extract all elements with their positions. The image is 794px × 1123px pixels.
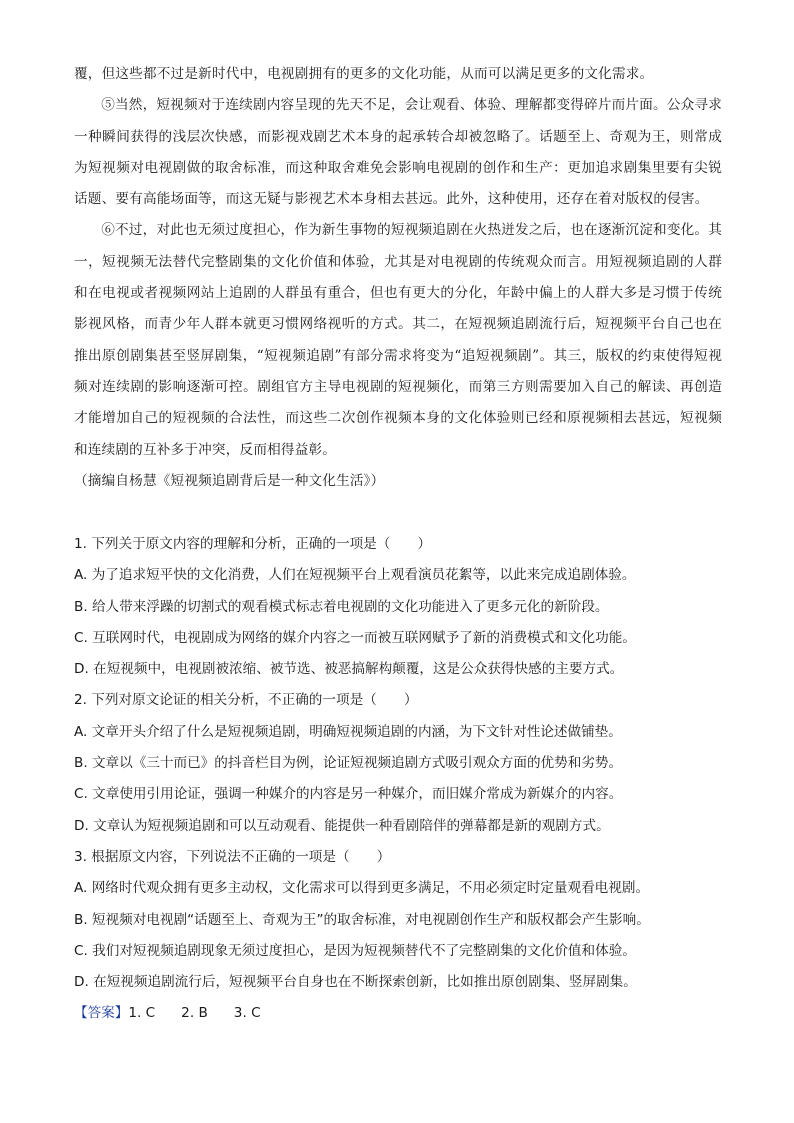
question-stem: 1. 下列关于原文内容的理解和分析，正确的一项是（ ） xyxy=(74,536,432,552)
passage-paragraph-6: ⑥不过，对此也无须过度担心，作为新生事物的短视频追剧在火热迸发之后，也在逐渐沉淀和变化。其一，短视频无法替代完整剧集的文化价值和体验，尤其是对电视剧的传统观众而言。用短视频追剧的人群和在电视或者视频网站上追剧的人群虽有重合，但也有更大的分化，年龄中偏上的人群大多是习惯于传统影视风格，而青少年人群本就更习惯网络视听的方式。其二，在短视频追剧流行后，短视频平台自己也在推出原创剧集甚至竖屏剧集，“短视频追剧”有部分需求将变为“追短视频剧”。其三，版权的约束使得短视频对连续剧的影响逐渐可控。剧组官方主导电视剧的短视频化，而第三方则需要加入自己的解读、再创造才能增加自己的短视频的合法性，而这些二次创作视频本身的文化体验则已经和原视频相去甚远，短视频和连续剧的互补多于冲突，反而相得益彰。 xyxy=(74,222,722,458)
passage-source: （摘编自杨慧《短视频追剧背后是一种文化生活》） xyxy=(74,472,385,489)
option-d: D. 在短视频追剧流行后，短视频平台自身也在不断探索创新，比如推出原创剧集、竖屏剧集。 xyxy=(74,974,637,991)
answer-line xyxy=(74,998,734,1029)
answer-item: 3. C xyxy=(233,1005,261,1022)
option-c: C. 文章使用引用论证，强调一种媒介的内容是另一种媒介，而旧媒介常成为新媒介的内容。 xyxy=(74,786,623,803)
question-stem: 3. 根据原文内容，下列说法不正确的一项是（ ） xyxy=(74,848,391,865)
option-b: B. 给人带来浮躁的切割式的观看模式标志着电视剧的文化功能进入了更多元化的新阶段。 xyxy=(74,598,609,615)
option-a: A. 文章开头介绍了什么是短视频追剧，明确短视频追剧的内涵，为下文针对性论述做铺垫。 xyxy=(74,723,622,740)
option-a: A. 为了追求短平快的文化消费，人们在短视频平台上观看演员花絮等，以此来完成追剧体验。 xyxy=(74,567,636,584)
option-b: B. 文章以《三十而已》的抖音栏目为例，论证短视频追剧方式吸引观众方面的优势和劣势。 xyxy=(74,755,623,772)
question-1 xyxy=(74,529,734,685)
option-d: D. 文章认为短视频追剧和可以互动观看、能提供一种看剧陪伴的弹幕都是新的观剧方式。 xyxy=(74,817,610,834)
passage-paragraph-5: ⑤当然，短视频对于连续剧内容呈现的先天不足，会让观看、体验、理解都变得碎片而片面。公众寻求一种瞬间获得的浅层次快感，而影视戏剧艺术本身的起承转合却被忽略了。话题至上、奇观为王，则常成为短视频对电视剧做的取舍标准，而这种取舍难免会影响电视剧的创作和生产：更加追求剧集里要有尖锐话题、要有高能场面等，而这无疑与影视艺术本身相去甚远。此外，这种使用，还存在着对版权的侵害。 xyxy=(74,97,722,208)
answer-item: 2. B xyxy=(181,1005,208,1022)
passage-continuation: 覆，但这些都不过是新时代中，电视剧拥有的更多的文化功能，从而可以满足更多的文化需求。 xyxy=(74,66,654,82)
reading-passage xyxy=(74,59,722,497)
question-3 xyxy=(74,842,734,998)
question-stem: 2. 下列对原文论证的相关分析，不正确的一项是（ ） xyxy=(74,692,418,709)
option-c: C. 互联网时代，电视剧成为网络的媒介内容之一而被互联网赋予了新的消费模式和文化功能。 xyxy=(74,629,636,646)
option-d: D. 在短视频中，电视剧被浓缩、被节选、被恶搞解构颠覆，这是公众获得快感的主要方式。 xyxy=(74,661,624,678)
answer-items xyxy=(128,1005,286,1021)
question-2 xyxy=(74,685,734,841)
answer-label: 【答案】 xyxy=(74,1005,129,1022)
option-a: A. 网络时代观众拥有更多主动权，文化需求可以得到更多满足，不用必须定时定量观看电视剧。 xyxy=(74,880,650,897)
answer-item: 1. C xyxy=(128,1005,156,1022)
option-b: B. 短视频对电视剧“话题至上、奇观为王”的取舍标准，对电视剧创作生产和版权都会产生影响。 xyxy=(74,911,650,928)
option-c: C. 我们对短视频追剧现象无须过度担心，是因为短视频替代不了完整剧集的文化价值和体验。 xyxy=(74,942,636,959)
question-list xyxy=(74,529,734,1030)
